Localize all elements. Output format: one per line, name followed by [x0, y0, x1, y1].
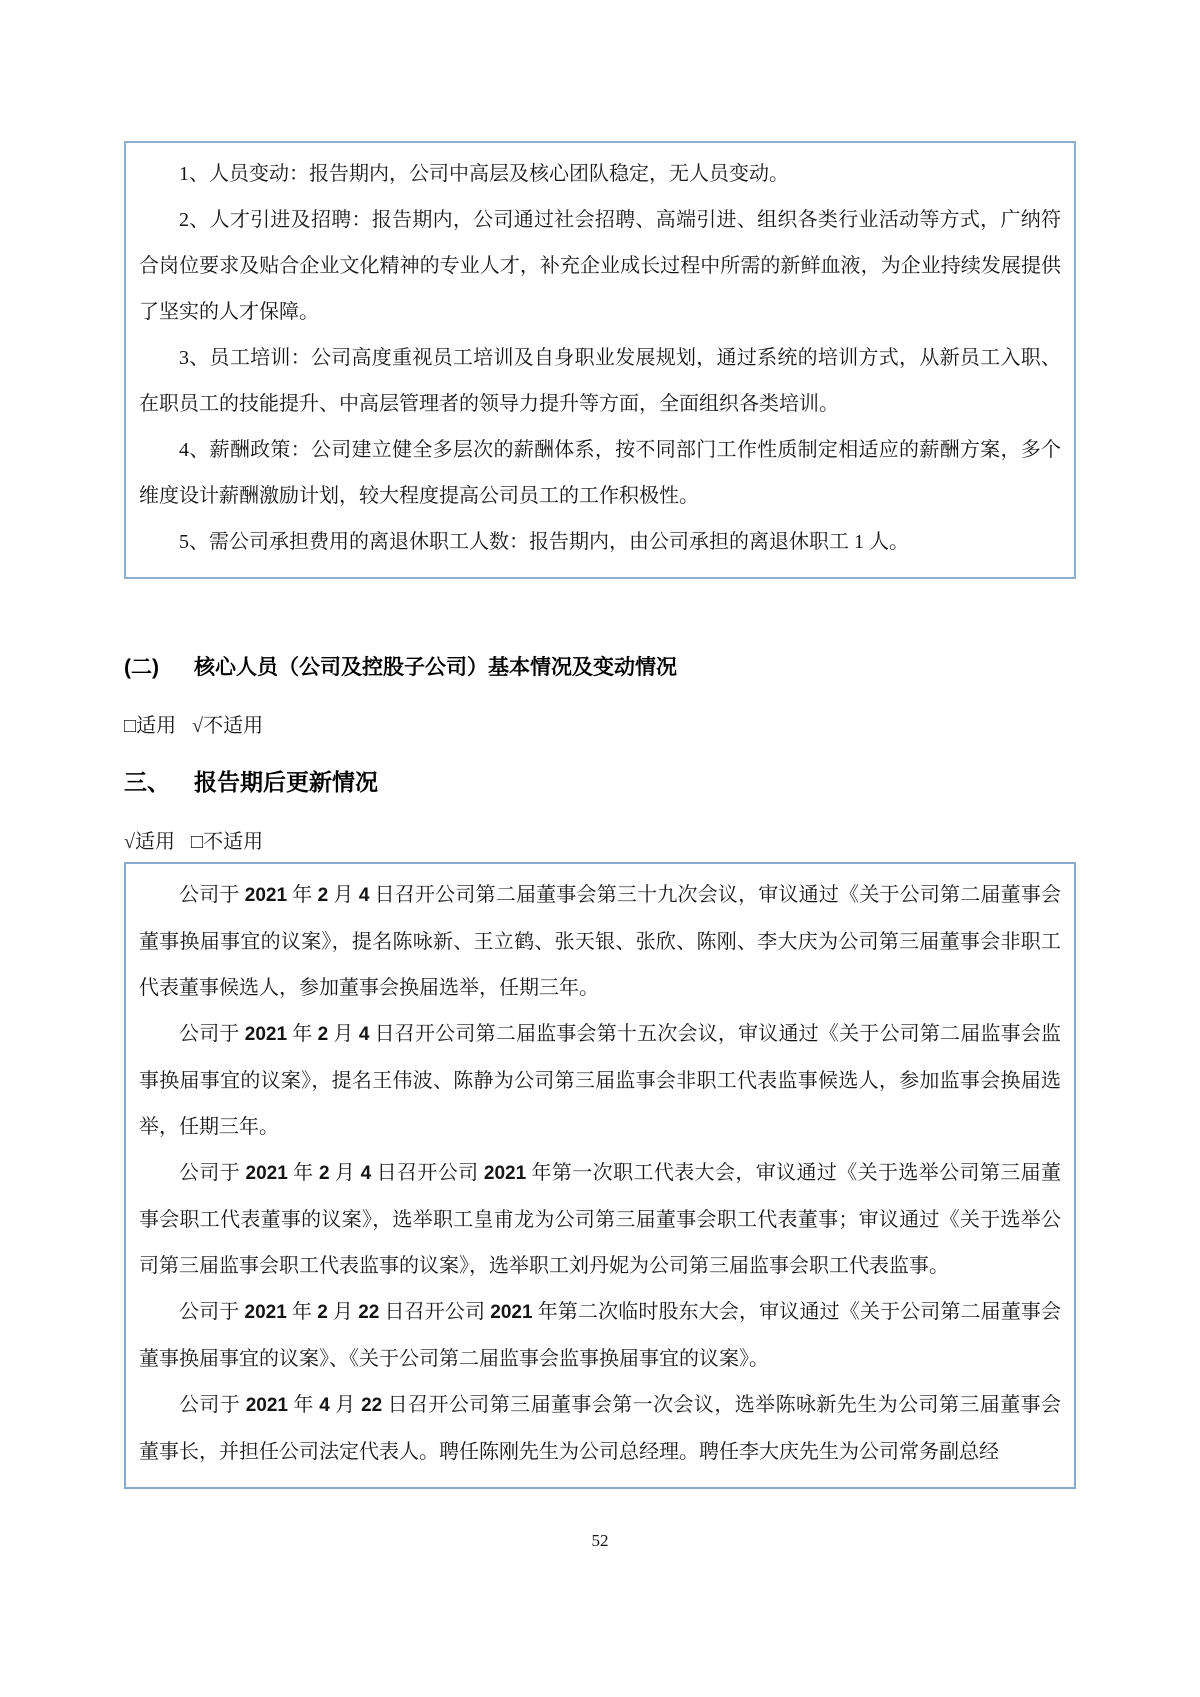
document-content	[124, 141, 1076, 1489]
applicability-line-update	[124, 825, 1076, 854]
applicability-line-core	[124, 709, 1076, 738]
checkbox-applicable-unchecked: □适用	[124, 715, 177, 737]
checkbox-applicable-checked: √适用	[124, 831, 175, 853]
page-number: 52	[591, 1531, 609, 1550]
paragraph-supervisory-meeting-15: 公司于 2021 年 2 月 4 日召开公司第二届监事会第十五次会议，审议通过《关于公司第二届监事会监事换届事宜的议案》，提名王伟波、陈静为公司第三届监事会非职工代表监事候选人，参加监事会换届选举，任期三年。	[139, 1023, 1062, 1138]
paragraph-personnel-change: 1、人员变动：报告期内，公司中高层及核心团队稳定，无人员变动。	[179, 163, 789, 185]
section-title: 报告期后更新情况	[194, 769, 378, 795]
paragraph-salary-policy: 4、薪酬政策：公司建立健全多层次的薪酬体系，按不同部门工作性质制定相适应的薪酬方案，多个维度设计薪酬激励计划，较大程度提高公司员工的工作积极性。	[139, 439, 1061, 507]
paragraph-employee-congress: 公司于 2021 年 2 月 4 日召开公司 2021 年第一次职工代表大会，审议通过《关于选举公司第三届董事会职工代表董事的议案》，选举职工皇甫龙为公司第三届董事会职工代表董事；审议通过《关于选举公司第三届监事会职工代表监事的议案》，选举职工刘丹妮为公司第三届监事会职工代表监事。	[139, 1162, 1062, 1277]
section-heading-post-period-update	[124, 764, 1076, 797]
section-number: 三、	[124, 769, 170, 795]
post-period-update-box	[124, 862, 1076, 1489]
section-heading-core-personnel	[124, 651, 1076, 681]
section-number: (二)	[124, 656, 159, 679]
section-title: 核心人员（公司及控股子公司）基本情况及变动情况	[194, 656, 677, 679]
personnel-summary-box	[124, 141, 1076, 579]
paragraph-retired-employees: 5、需公司承担费用的离退休职工人数：报告期内，由公司承担的离退休职工 1 人。	[179, 531, 909, 553]
paragraph-board-meeting-39: 公司于 2021 年 2 月 4 日召开公司第二届董事会第三十九次会议，审议通过《关于公司第二届董事会董事换届事宜的议案》，提名陈咏新、王立鹤、张天银、张欣、陈刚、李大庆为公司第三届董事会非职工代表董事候选人，参加董事会换届选举，任期三年。	[139, 884, 1062, 999]
checkbox-not-applicable-checked: √不适用	[192, 715, 264, 737]
paragraph-employee-training: 3、员工培训：公司高度重视员工培训及自身职业发展规划，通过系统的培训方式，从新员工入职、在职员工的技能提升、中高层管理者的领导力提升等方面，全面组织各类培训。	[139, 347, 1061, 415]
paragraph-third-board-first-meeting: 公司于 2021 年 4 月 22 日召开公司第三届董事会第一次会议，选举陈咏新先生为公司第三届董事会董事长，并担任公司法定代表人。聘任陈刚先生为公司总经理。聘任李大庆先生为公司常务副总经	[139, 1394, 1062, 1463]
checkbox-not-applicable-unchecked: □不适用	[190, 831, 264, 853]
paragraph-shareholders-meeting: 公司于 2021 年 2 月 22 日召开公司 2021 年第二次临时股东大会，审议通过《关于公司第二届董事会董事换届事宜的议案》、《关于公司第二届监事会监事换届事宜的议案》。	[139, 1301, 1062, 1370]
paragraph-talent-recruiting: 2、人才引进及招聘：报告期内，公司通过社会招聘、高端引进、组织各类行业活动等方式，广纳符合岗位要求及贴合企业文化精神的专业人才，补充企业成长过程中所需的新鲜血液，为企业持续发展提供了坚实的人才保障。	[139, 209, 1061, 323]
